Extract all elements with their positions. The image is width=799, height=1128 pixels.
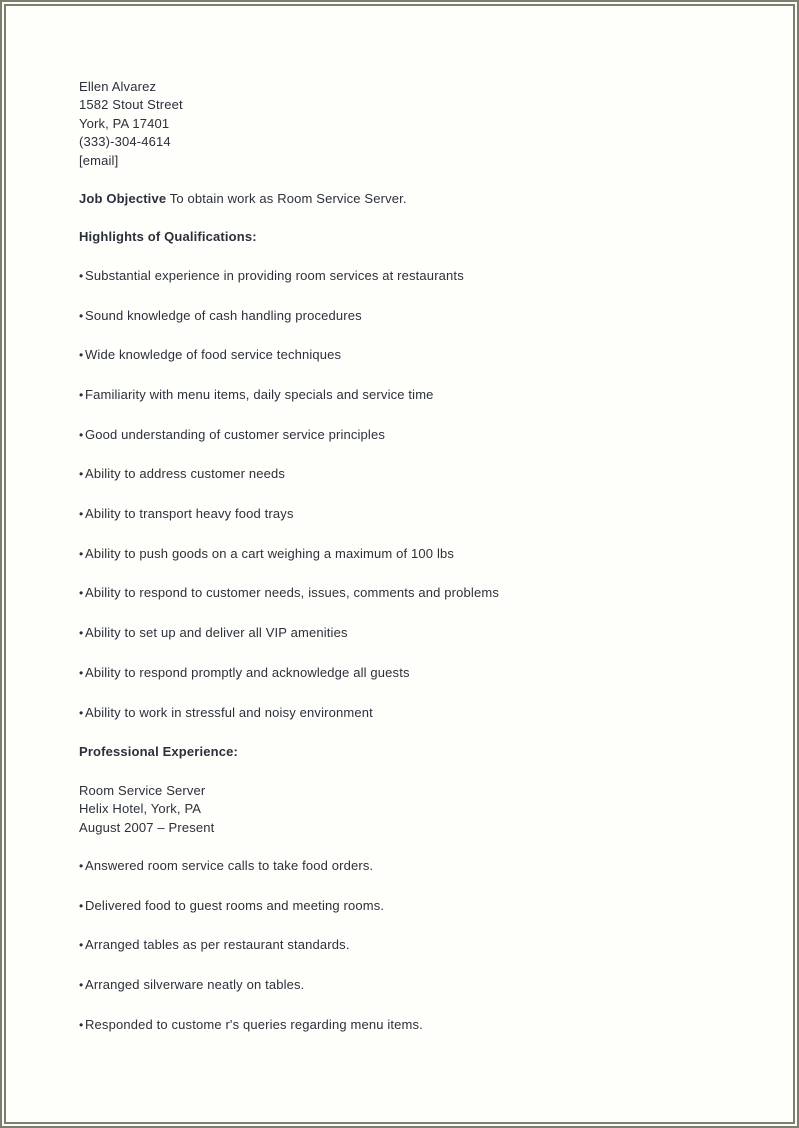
spacer [79,170,759,190]
list-item: • Good understanding of customer service principles [79,426,759,444]
contact-phone: (333)-304-4614 [79,134,171,150]
list-item: • Ability to work in stressful and noisy environment [79,704,759,722]
resume-document [79,78,759,1055]
list-item: • Ability to respond to customer needs, issues, comments and problems [79,584,759,602]
experience-heading: Professional Experience: [79,744,238,760]
experience-list [79,857,759,1034]
contact-name: Ellen Alvarez [79,79,157,94]
list-item: • Ability to push goods on a cart weighing a maximum of 100 lbs [79,545,759,563]
contact-email: [email] [79,152,119,168]
job-objective-label: Job Objective [79,191,167,207]
list-item: • Substantial experience in providing room services at restaurants [79,267,759,285]
contact-street: 1582 Stout Street [79,97,183,113]
qualifications-list [79,267,759,722]
list-item: • Wide knowledge of food service techniques [79,346,759,364]
job-dates: August 2007 – Present [79,819,215,835]
job-title: Room Service Server [79,782,206,798]
job-employer: Helix Hotel, York, PA [79,801,202,817]
list-item: • Delivered food to guest rooms and meeting rooms. [79,897,759,915]
list-item: • Ability to transport heavy food trays [79,505,759,523]
list-item: • Arranged silverware neatly on tables. [79,976,759,994]
job-objective-text: To obtain work as Room Service Server. [166,191,407,207]
spacer [79,208,759,228]
list-item: • Responded to custome r's queries regarding menu items. [79,1016,759,1034]
spacer [79,762,759,782]
job-entry [79,782,759,837]
list-item: • Arranged tables as per restaurant standards. [79,936,759,954]
list-item: • Sound knowledge of cash handling procedures [79,307,759,325]
list-item: • Ability to respond promptly and acknowledge all guests [79,664,759,682]
list-item: • Ability to address customer needs [79,465,759,483]
qualifications-heading: Highlights of Qualifications: [79,229,257,245]
list-item: • Answered room service calls to take food orders. [79,857,759,875]
list-item: • Familiarity with menu items, daily specials and service time [79,386,759,404]
contact-city-state-zip: York, PA 17401 [79,115,170,131]
job-objective [79,190,759,208]
contact-block [79,78,759,170]
list-item: • Ability to set up and deliver all VIP amenities [79,624,759,642]
